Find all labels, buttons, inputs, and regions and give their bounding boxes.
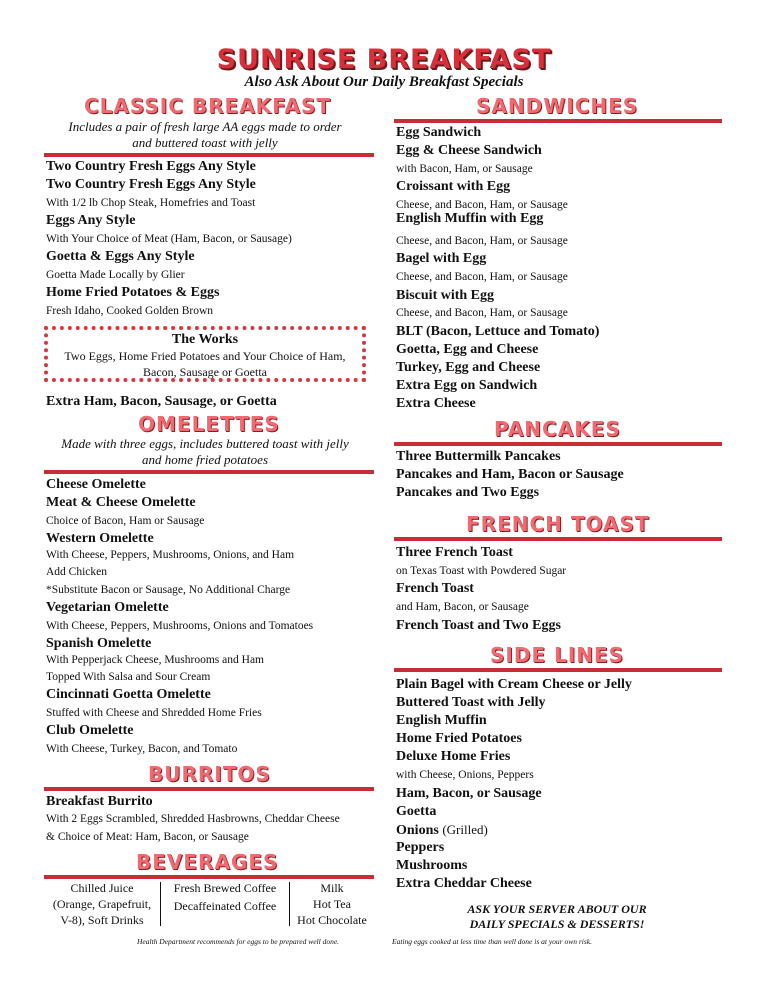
- omelettes-rule: [44, 470, 374, 474]
- the-works-box: [44, 326, 366, 382]
- menu-item-name: Cincinnati Goetta Omelette: [46, 687, 211, 702]
- menu-item-name: Onions: [396, 823, 439, 838]
- beverage-line: Hot Chocolate: [297, 913, 367, 927]
- menu-item-name: Extra Cheddar Cheese: [396, 876, 532, 891]
- beverages-column-2: [164, 880, 286, 914]
- menu-item-name: English Muffin with Egg: [396, 211, 544, 226]
- beverages-rule: [44, 875, 374, 879]
- ask-server-line-2: DAILY SPECIALS & DESSERTS!: [469, 917, 645, 931]
- menu-item-name: Plain Bagel with Cream Cheese or Jelly: [396, 677, 632, 692]
- menu-item-name: Goetta, Egg and Cheese: [396, 342, 539, 357]
- menu-item-name: Croissant with Egg: [396, 179, 511, 194]
- omelettes-intro: [44, 436, 366, 468]
- menu-item-name: Vegetarian Omelette: [46, 600, 169, 615]
- menu-item-name: Egg Sandwich: [396, 125, 482, 140]
- menu-item-desc: With Your Choice of Meat (Ham, Bacon, or Sausage): [46, 233, 292, 245]
- beverage-line: Milk: [320, 881, 344, 895]
- pancakes-rule: [394, 442, 722, 446]
- menu-item-name: Eggs Any Style: [46, 213, 136, 228]
- menu-item-desc: With Cheese, Turkey, Bacon, and Tomato: [46, 743, 238, 755]
- burritos-rule: [44, 787, 374, 791]
- menu-item-desc: With Cheese, Peppers, Mushrooms, Onions and Tomatoes: [46, 620, 314, 632]
- menu-item-desc: and Ham, Bacon, or Sausage: [396, 601, 529, 613]
- menu-item-name: Goetta: [396, 804, 437, 819]
- the-works-desc-line-2: Bacon, Sausage or Goetta: [143, 365, 267, 379]
- menu-item-name: Spanish Omelette: [46, 636, 152, 651]
- menu-item-name: Goetta & Eggs Any Style: [46, 249, 195, 264]
- classic-intro: [44, 119, 366, 151]
- menu-item-desc: with Bacon, Ham, or Sausage: [396, 163, 533, 175]
- french-toast-rule: [394, 537, 722, 541]
- menu-title: SUNRISE BREAKFAST: [216, 44, 552, 75]
- risk-note: Eating eggs cooked at less time than well done is at your own risk.: [392, 937, 592, 946]
- beverages-heading: BEVERAGES: [136, 850, 279, 874]
- menu-item-desc: Stuffed with Cheese and Shredded Home Fries: [46, 707, 262, 719]
- classic-intro-line-1: Includes a pair of fresh large AA eggs made to order: [68, 119, 342, 134]
- pancakes-heading: PANCAKES: [494, 417, 621, 441]
- classic-rule: [44, 153, 374, 157]
- beverage-line: (Orange, Grapefruit,: [52, 897, 152, 911]
- beverages-column-1: [46, 880, 158, 928]
- menu-item-name: Extra Ham, Bacon, Sausage, or Goetta: [46, 394, 277, 409]
- omelettes-heading: OMELETTES: [138, 412, 280, 436]
- beverages-divider: [160, 882, 161, 926]
- the-works-desc-line-1: Two Eggs, Home Fried Potatoes and Your Choice of Ham,: [64, 349, 346, 363]
- menu-item-desc: Fresh Idaho, Cooked Golden Brown: [46, 305, 214, 317]
- sandwiches-heading: SANDWICHES: [476, 94, 639, 118]
- classic-intro-line-2: and buttered toast with jelly: [132, 135, 278, 150]
- menu-item-name: Mushrooms: [396, 858, 468, 873]
- classic-breakfast-heading: CLASSIC BREAKFAST: [84, 94, 332, 118]
- the-works-title: The Works: [171, 332, 239, 347]
- menu-item-name: Pancakes and Two Eggs: [396, 485, 540, 500]
- menu-item-name: Ham, Bacon, or Sausage: [396, 786, 542, 801]
- menu-item-desc: Cheese, and Bacon, Ham, or Sausage: [396, 235, 568, 247]
- side-lines-heading: SIDE LINES: [490, 643, 625, 667]
- beverage-line: V-8), Soft Drinks: [60, 913, 144, 927]
- menu-item-desc: Cheese, and Bacon, Ham, or Sausage: [396, 199, 568, 211]
- menu-item-name: Egg & Cheese Sandwich: [396, 143, 542, 158]
- beverage-line: Decaffeinated Coffee: [173, 899, 277, 913]
- menu-item-desc: With 2 Eggs Scrambled, Shredded Hasbrowns, Cheddar Cheese: [46, 813, 340, 825]
- menu-item-desc: *Substitute Bacon or Sausage, No Additional Charge: [46, 584, 291, 596]
- menu-item-name: Western Omelette: [46, 531, 154, 546]
- menu-item-desc: with Cheese, Onions, Peppers: [396, 769, 534, 781]
- menu-item-name: English Muffin: [396, 713, 487, 728]
- menu-item-name: Turkey, Egg and Cheese: [396, 360, 541, 375]
- beverages-column-3: [292, 880, 372, 928]
- menu-item-name: French Toast and Two Eggs: [396, 618, 561, 633]
- menu-item-name: Extra Egg on Sandwich: [396, 378, 538, 393]
- menu-item-name: Cheese Omelette: [46, 477, 146, 492]
- menu-item-desc: With Pepperjack Cheese, Mushrooms and Ham: [46, 654, 264, 666]
- menu-item-name: Home Fried Potatoes: [396, 731, 522, 746]
- menu-item-desc: on Texas Toast with Powdered Sugar: [396, 565, 567, 577]
- beverage-line: Chilled Juice: [70, 881, 134, 895]
- menu-item-desc: With 1/2 lb Chop Steak, Homefries and Toast: [46, 197, 256, 209]
- menu-item-name: Three French Toast: [396, 545, 513, 560]
- the-works-desc: [48, 348, 362, 380]
- menu-item-suffix: (Grilled): [442, 822, 488, 837]
- menu-item-name: Club Omelette: [46, 723, 134, 738]
- beverage-line: Hot Tea: [313, 897, 351, 911]
- menu-item-name: Home Fried Potatoes & Eggs: [46, 285, 220, 300]
- menu-item-name: Meat & Cheese Omelette: [46, 495, 196, 510]
- menu-item-row: [396, 822, 488, 839]
- menu-item-name: Deluxe Home Fries: [396, 749, 511, 764]
- beverages-divider: [289, 882, 290, 926]
- ask-server-note: [432, 902, 682, 932]
- menu-item-desc: Add Chicken: [46, 566, 108, 578]
- health-note: Health Department recommends for eggs to be prepared well done.: [137, 937, 340, 946]
- menu-item-name: French Toast: [396, 581, 474, 596]
- menu-item-desc: Goetta Made Locally by Glier: [46, 269, 185, 281]
- menu-item-name: Peppers: [396, 840, 445, 855]
- menu-item-desc: Cheese, and Bacon, Ham, or Sausage: [396, 271, 568, 283]
- menu-item-name: Extra Cheese: [396, 396, 476, 411]
- sandwiches-rule: [394, 119, 722, 123]
- french-toast-heading: FRENCH TOAST: [466, 512, 650, 536]
- menu-item-name: Bagel with Egg: [396, 251, 487, 266]
- side-lines-rule: [394, 668, 722, 672]
- menu-item-desc: With Cheese, Peppers, Mushrooms, Onions, and Ham: [46, 549, 295, 561]
- omelettes-intro-line-2: and home fried potatoes: [141, 452, 268, 467]
- menu-item-name: Pancakes and Ham, Bacon or Sausage: [396, 467, 624, 482]
- beverage-line: Fresh Brewed Coffee: [173, 881, 277, 895]
- menu-item-name: Breakfast Burrito: [46, 794, 153, 809]
- menu-item-desc: & Choice of Meat: Ham, Bacon, or Sausage: [46, 831, 249, 843]
- ask-server-line-1: ASK YOUR SERVER ABOUT OUR: [467, 902, 647, 916]
- burritos-heading: BURRITOS: [148, 762, 271, 786]
- menu-item-name: Three Buttermilk Pancakes: [396, 449, 561, 464]
- menu-item-name: Two Country Fresh Eggs Any Style: [46, 177, 256, 192]
- menu-item-desc: Topped With Salsa and Sour Cream: [46, 671, 211, 683]
- omelettes-intro-line-1: Made with three eggs, includes buttered toast with jelly: [61, 436, 349, 451]
- menu-item-name: BLT (Bacon, Lettuce and Tomato): [396, 324, 600, 339]
- menu-item-desc: Cheese, and Bacon, Ham, or Sausage: [396, 307, 568, 319]
- menu-item-desc: Choice of Bacon, Ham or Sausage: [46, 515, 205, 527]
- menu-item-name: Biscuit with Egg: [396, 288, 495, 303]
- menu-item-name: Two Country Fresh Eggs Any Style: [46, 159, 256, 174]
- menu-item-name: Buttered Toast with Jelly: [396, 695, 546, 710]
- menu-subtitle: Also Ask About Our Daily Breakfast Specials: [244, 74, 524, 90]
